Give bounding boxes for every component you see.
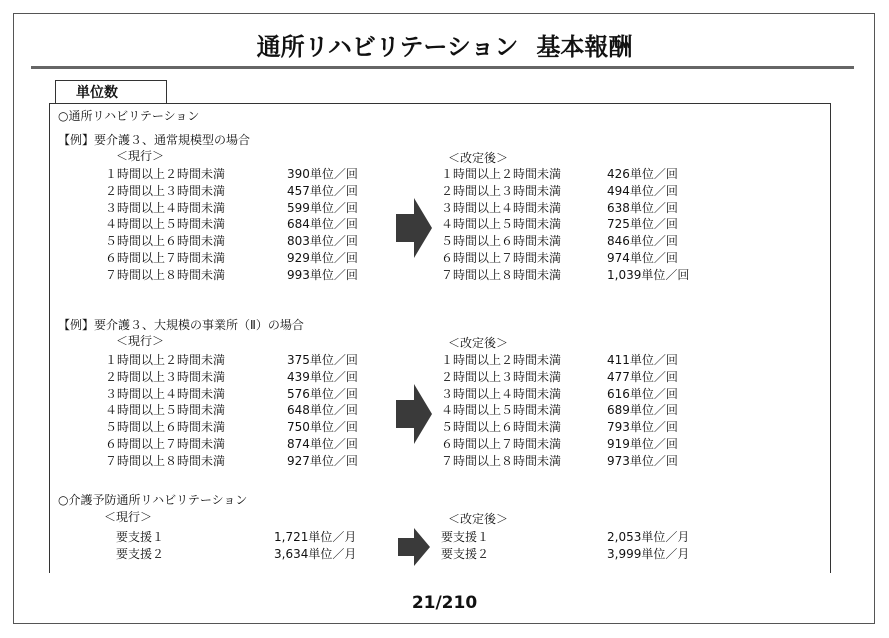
row-label: ２時間以上３時間未満 [105,369,226,384]
row-units: 929単位／回 [287,251,358,265]
row-label: ３時間以上４時間未満 [105,200,226,215]
row-units: 993単位／回 [287,267,358,282]
example1-current-label: ＜現行＞ [116,149,165,163]
row-label: ３時間以上４時間未満 [105,386,226,401]
row-units: 576単位／回 [287,386,358,401]
arrow-right-icon [396,384,432,444]
row-label: ７時間以上８時間未満 [105,267,226,282]
row-units: 689単位／回 [607,403,678,418]
row-units: 750単位／回 [287,420,358,435]
row-units: 919単位／回 [607,437,678,451]
row-label: ７時間以上８時間未満 [441,267,562,282]
row-label: ４時間以上５時間未満 [105,217,226,232]
row-units: 684単位／回 [287,217,358,232]
row-label: ５時間以上６時間未満 [105,420,226,435]
row-units: 973単位／回 [607,453,678,468]
row-label: ６時間以上７時間未満 [105,437,226,451]
row-label: １時間以上２時間未満 [441,353,562,367]
row-units: 725単位／回 [607,217,678,232]
title-main: 通所リハビリテーション [256,33,519,61]
row-label: 要支援１ [116,530,165,544]
arrow-right-icon [398,528,430,566]
row-label: ２時間以上３時間未満 [441,369,562,384]
section2-current-label: ＜現行＞ [104,510,153,524]
example2-current-label: ＜現行＞ [116,334,165,348]
example1-revised-label: ＜改定後＞ [448,151,509,165]
section2-heading: ○介護予防通所リハビリテーション [58,493,248,507]
row-units: 439単位／回 [287,369,358,384]
row-units: 494単位／回 [607,183,678,198]
row-units: 616単位／回 [607,386,678,401]
row-units: 846単位／回 [607,234,678,249]
row-label: 要支援２ [116,546,165,561]
row-label: １時間以上２時間未満 [105,353,226,367]
row-label: 要支援１ [441,530,490,544]
row-units: 390単位／回 [287,167,358,181]
section1-heading: ○通所リハビリテーション [58,109,200,123]
row-label: ７時間以上８時間未満 [105,453,226,468]
page-title [0,27,889,62]
row-units: 874単位／回 [287,437,358,451]
row-label: ５時間以上６時間未満 [441,420,562,435]
row-units: 974単位／回 [607,251,678,265]
row-label: ６時間以上７時間未満 [441,437,562,451]
row-label: ５時間以上６時間未満 [441,234,562,249]
row-label: ２時間以上３時間未満 [105,183,226,198]
row-label: ４時間以上５時間未満 [441,217,562,232]
row-units: 803単位／回 [287,234,358,249]
arrow-right-icon [396,198,432,258]
row-units: 793単位／回 [607,420,678,435]
row-units: 638単位／回 [607,200,678,215]
title-sub: 基本報酬 [536,33,633,61]
row-units: 3,634単位／月 [274,546,357,561]
page-number: 21/210 [411,593,478,613]
row-units: 648単位／回 [287,403,358,418]
row-label: 要支援２ [441,546,490,561]
row-units: 457単位／回 [287,183,358,198]
row-units: 3,999単位／月 [607,546,690,561]
row-label: ７時間以上８時間未満 [441,453,562,468]
row-units: 375単位／回 [287,353,358,367]
row-label: ４時間以上５時間未満 [105,403,226,418]
row-units: 426単位／回 [607,167,678,181]
row-label: ５時間以上６時間未満 [105,234,226,249]
row-units: 1,039単位／回 [607,267,690,282]
example2-label: 【例】要介護３、大規模の事業所（Ⅱ）の場合 [58,318,304,332]
row-label: ２時間以上３時間未満 [441,183,562,198]
row-label: １時間以上２時間未満 [105,167,226,181]
row-label: ４時間以上５時間未満 [441,403,562,418]
row-label: ６時間以上７時間未満 [105,251,226,265]
example2-revised-label: ＜改定後＞ [448,336,509,350]
row-units: 927単位／回 [287,453,358,468]
row-label: ３時間以上４時間未満 [441,200,562,215]
row-units: 477単位／回 [607,369,678,384]
row-units: 2,053単位／月 [607,530,690,544]
row-units: 411単位／回 [607,353,678,367]
row-units: 1,721単位／月 [274,530,357,544]
row-label: ３時間以上４時間未満 [441,386,562,401]
row-label: １時間以上２時間未満 [441,167,562,181]
row-units: 599単位／回 [287,200,358,215]
example1-label: 【例】要介護３、通常規模型の場合 [58,133,251,147]
units-tab: 単位数 [55,80,167,104]
title-rule [31,66,854,69]
section2-revised-label: ＜改定後＞ [448,512,509,526]
row-label: ６時間以上７時間未満 [441,251,562,265]
